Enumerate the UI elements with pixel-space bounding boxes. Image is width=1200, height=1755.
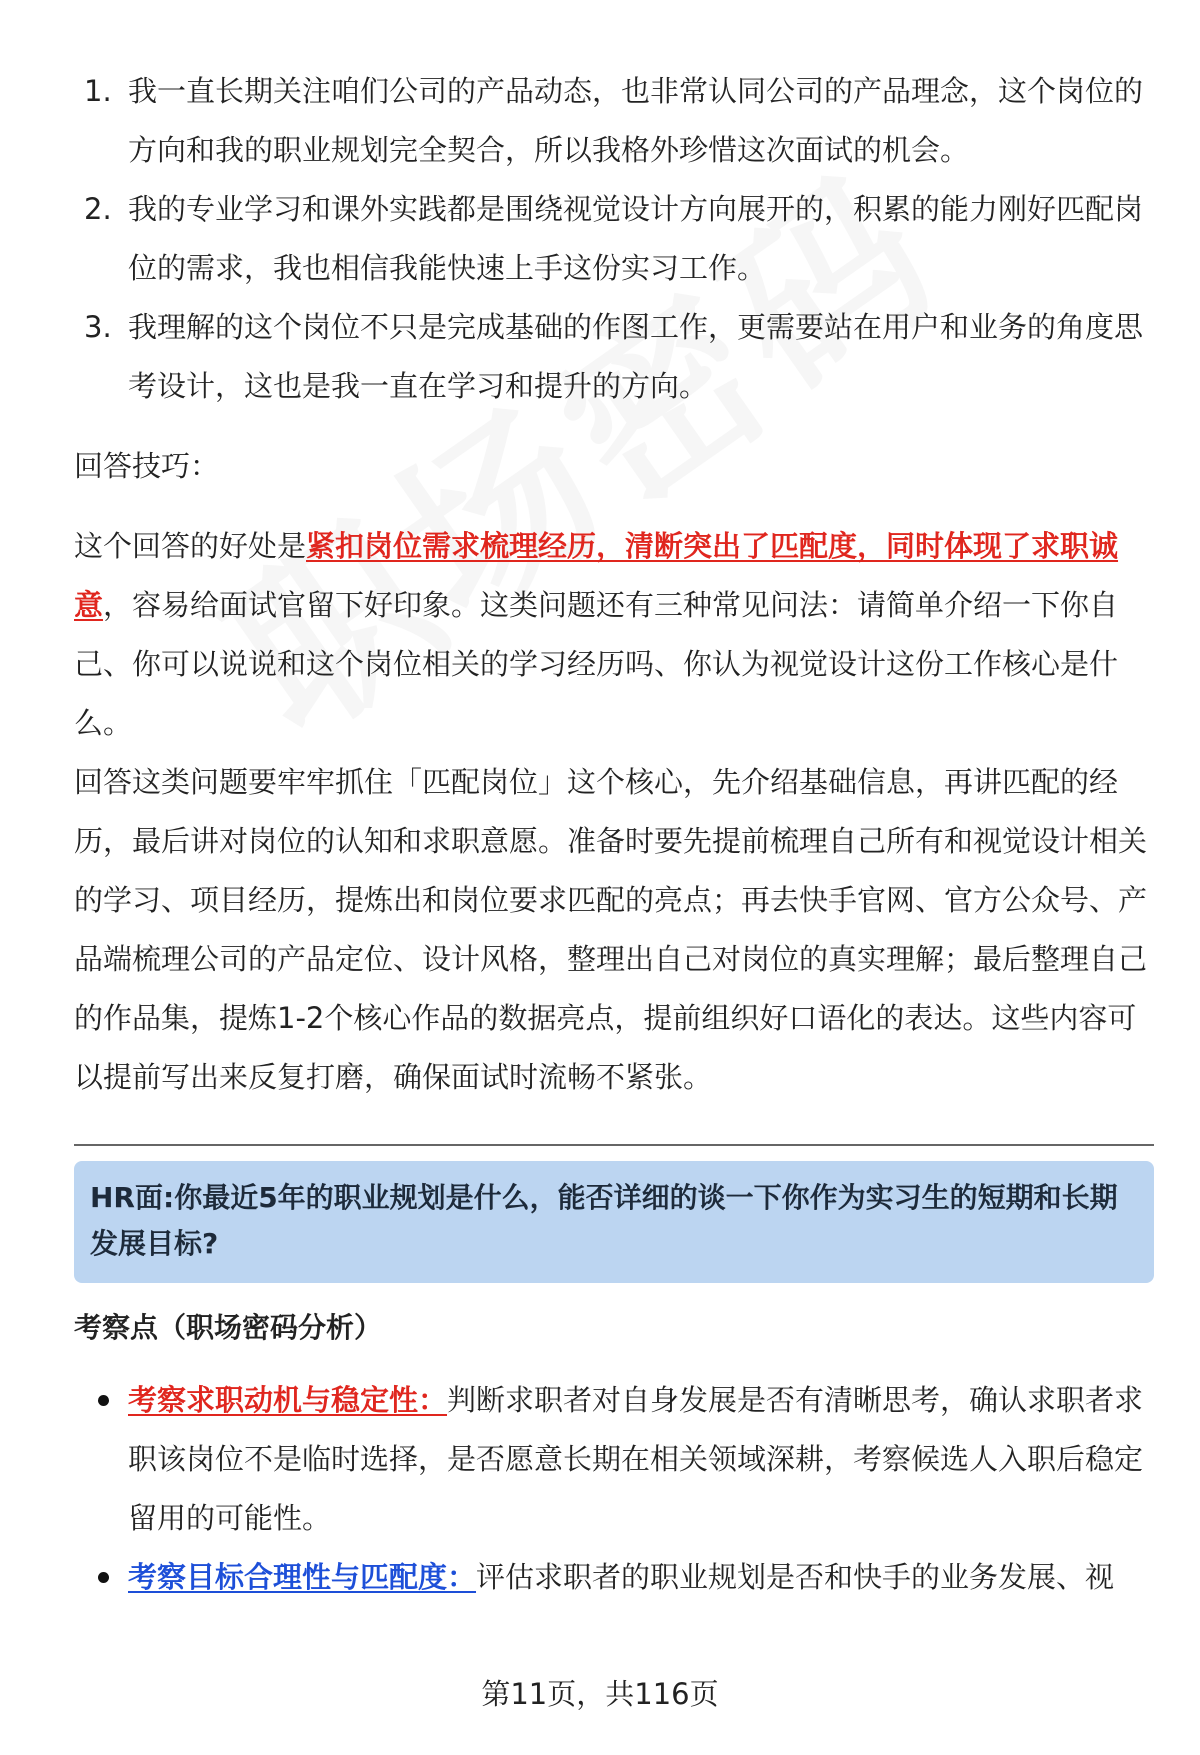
answer-list (74, 62, 1154, 416)
tips-highlight: 紧扣岗位需求梳理经历，清断突出了匹配度，同时体现了求职诚意 (74, 529, 1119, 622)
list-item (74, 298, 1154, 416)
point-keyword: 考察目标合理性与匹配度： (128, 1560, 477, 1594)
question-box: HR面:你最近5年的职业规划是什么，能否详细的谈一下你作为实习生的短期和长期发展目标? (74, 1161, 1154, 1283)
divider (74, 1144, 1154, 1146)
section-title: 考察点（职场密码分析） (74, 1311, 383, 1344)
tips-intro-prefix: 这个回答的好处是 (74, 529, 307, 563)
tips-title: 回答技巧： (74, 449, 220, 483)
point-keyword: 考察求职动机与稳定性： (128, 1383, 448, 1417)
list-text: 我理解的这个岗位不只是完成基础的作图工作，更需要站在用户和业务的角度思考设计，这也是我一直在学习和提升的方向。 (128, 310, 1144, 403)
list-number: 2. (84, 192, 112, 226)
points-list (74, 1371, 1154, 1607)
list-item (74, 1371, 1154, 1548)
list-number: 1. (84, 74, 112, 108)
point-text: 评估求职者的职业规划是否和快手的业务发展、视 (476, 1560, 1115, 1594)
list-item (74, 1548, 1154, 1607)
list-text: 我一直长期关注咱们公司的产品动态，也非常认同公司的产品理念，这个岗位的方向和我的职业规划完全契合，所以我格外珍惜这次面试的机会。 (128, 74, 1144, 167)
list-item (74, 62, 1154, 180)
document-body (74, 62, 1154, 1607)
bullet-icon (98, 1572, 109, 1583)
list-number: 3. (84, 310, 112, 344)
bullet-icon (98, 1395, 109, 1406)
page-footer: 第11页，共116页 (481, 1677, 719, 1711)
list-text: 我的专业学习和课外实践都是围绕视觉设计方向展开的，积累的能力刚好匹配岗位的需求，我也相信我能快速上手这份实习工作。 (128, 192, 1144, 285)
tips-intro (74, 517, 1154, 753)
tips-body: 回答这类问题要牢牢抓住「匹配岗位」这个核心，先介绍基础信息，再讲匹配的经历，最后讲对岗位的认知和求职意愿。准备时要先提前梳理自己所有和视觉设计相关的学习、项目经历，提炼出和岗位要求匹配的亮点；再去快手官网、官方公众号、产品端梳理公司的产品定位、设计风格，整理出自己对岗位的真实理解；最后整理自己的作品集，提炼1-2个核心作品的数据亮点，提前组织好口语化的表达。这些内容可以提前写出来反复打磨，确保面试时流畅不紧张。 (74, 765, 1148, 1094)
tips-intro-suffix: ，容易给面试官留下好印象。这类问题还有三种常见问法：请简单介绍一下你自己、你可以说说和这个岗位相关的学习经历吗、你认为视觉设计这份工作核心是什么。 (74, 588, 1119, 740)
point-text: 判断求职者对自身发展是否有清晰思考，确认求职者求职该岗位不是临时选择，是否愿意长期在相关领域深耕，考察候选人入职后稳定留用的可能性。 (128, 1383, 1144, 1535)
list-item (74, 180, 1154, 298)
